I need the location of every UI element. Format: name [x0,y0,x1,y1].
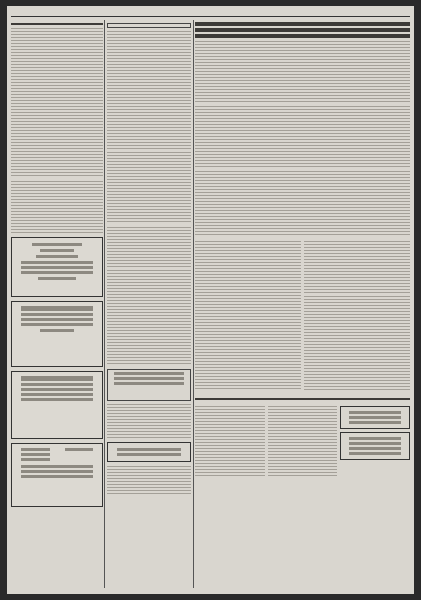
article-text [11,28,103,178]
article-text [304,241,410,293]
subscription-box [107,442,191,462]
advertisement-box [340,432,410,460]
article-text [107,31,191,149]
article-text [107,227,191,267]
article-text [195,171,410,235]
main-headline-banner [195,28,410,32]
left-column [11,20,103,588]
article-text [304,296,410,392]
left-headline-banner [11,23,103,25]
section-header-box [107,23,191,28]
article-text [195,106,410,168]
middle-column [107,20,191,588]
newspaper-page [7,6,414,594]
advertisement-box [11,371,103,439]
article-text [107,404,191,438]
article-text [268,406,338,476]
article-text [195,406,265,476]
main-headline-banner [195,22,410,26]
article-text [195,241,301,391]
section-banner [195,398,410,400]
article-text [195,41,410,103]
article-text [11,181,103,233]
article-text [107,270,191,366]
article-text [107,466,191,496]
main-headline-banner [195,34,410,38]
right-column [195,20,410,588]
column-divider [193,20,194,588]
announcement-box [11,237,103,297]
advertisement-box [11,443,103,507]
article-text [107,152,191,224]
advertisement-box [11,301,103,367]
notice-box [107,369,191,401]
column-divider [104,20,105,588]
header-rule [11,16,410,17]
advertisement-box [340,406,410,429]
